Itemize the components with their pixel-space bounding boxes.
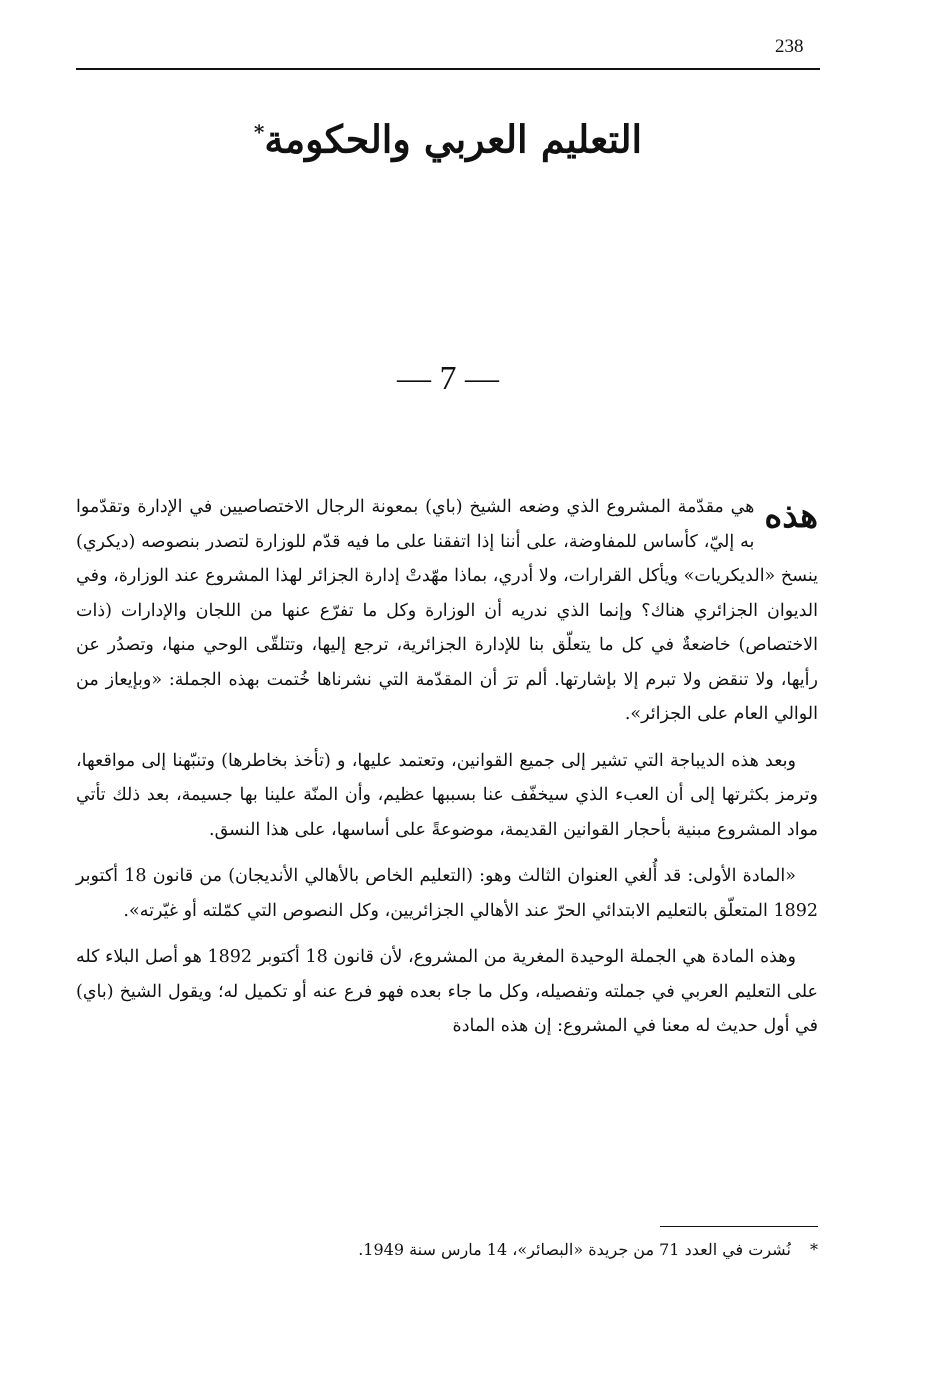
footnote-mark: * [810,1240,818,1259]
article-title [76,104,820,168]
lead-word: هذه [764,496,818,536]
chapter-number: — 7 — [397,360,499,397]
paragraph-1 [76,490,818,732]
title-footnote-mark: * [253,120,265,144]
paragraph-3: «المادة الأولى: قد أُلغي العنوان الثالث وهو: (التعليم الخاص بالأهالي الأنديجان) من قانون 18 أكتوبر 1892 المتعلّق بالتعليم الابتدائي الحرّ عند الأهالي الجزائريين، وكل النصوص التي كمّلته أو غيّرته». [76,866,818,921]
header-rule [76,68,820,70]
footnote-rule [660,1226,818,1227]
paragraph-4: وهذه المادة هي الجملة الوحيدة المغرية من المشروع، لأن قانون 18 أكتوبر 1892 هو أصل البلاء كله على التعليم العربي في جملته وتفصيله، وكل ما جاء بعده فهو فرع عنه أو تكميل له؛ ويقول الشيخ (باي) في أول حديث له معنا في المشروع: إن هذه المادة [76,947,818,1036]
article-body [76,490,818,1056]
paragraph-1-text: هي مقدّمة المشروع الذي وضعه الشيخ (باي) بمعونة الرجال الاختصاصيين في الإدارة وتقدّموا به إليّ، كأساس للمفاوضة، على أننا إذا اتفقنا على ما فيه قدّم للوزارة لتصدر بنصوصه (ديكري) ينسخ «الديكريات» ويأكل القرارات، ولا أدري، بماذا مهّدتْ إدارة الجزائر لهذا المشروع عند الوزارة، وفي الديوان الجزائري هناك؟ وإنما الذي ندريه أن الوزارة وكل ما تفرّع عنها من اللجان والإدارات (ذات الاختصاص) خاضعةٌ في كل ما يتعلّق بنا للإدارة الجزائرية، ترجع إليها، وتتلقّى الوحي منها، وتصدُر عن رأيها، ولا تنقض ولا تبرم إلا بإشارتها. ألم ترَ أن المقدّمة التي نشرناها خُتمت بهذه الجملة: «وبإيعاز من الوالي العام على الجزائر». [76,497,818,724]
page-number: 238 [775,36,804,57]
article-title-text: التعليم العربي والحكومة [264,116,643,162]
footnote-text: نُشرت في العدد 71 من جريدة «البصائر»، 14 مارس سنة 1949. [358,1240,791,1259]
footnote [76,1236,818,1264]
paragraph-2: وبعد هذه الديباجة التي تشير إلى جميع القوانين، وتعتمد عليها، و (تأخذ بخاطرها) وتنبّهنا إلى مواقعها، وترمز بكثرتها إلى أن العبء الذي سيخفّف عنا بسببها عظيم، وأن المنّة علينا بها جسيمة، بعد ذلك تأتي مواد المشروع مبنية بأحجار القوانين القديمة، موضوعةً على أساسها، على هذا النسق. [76,750,818,840]
